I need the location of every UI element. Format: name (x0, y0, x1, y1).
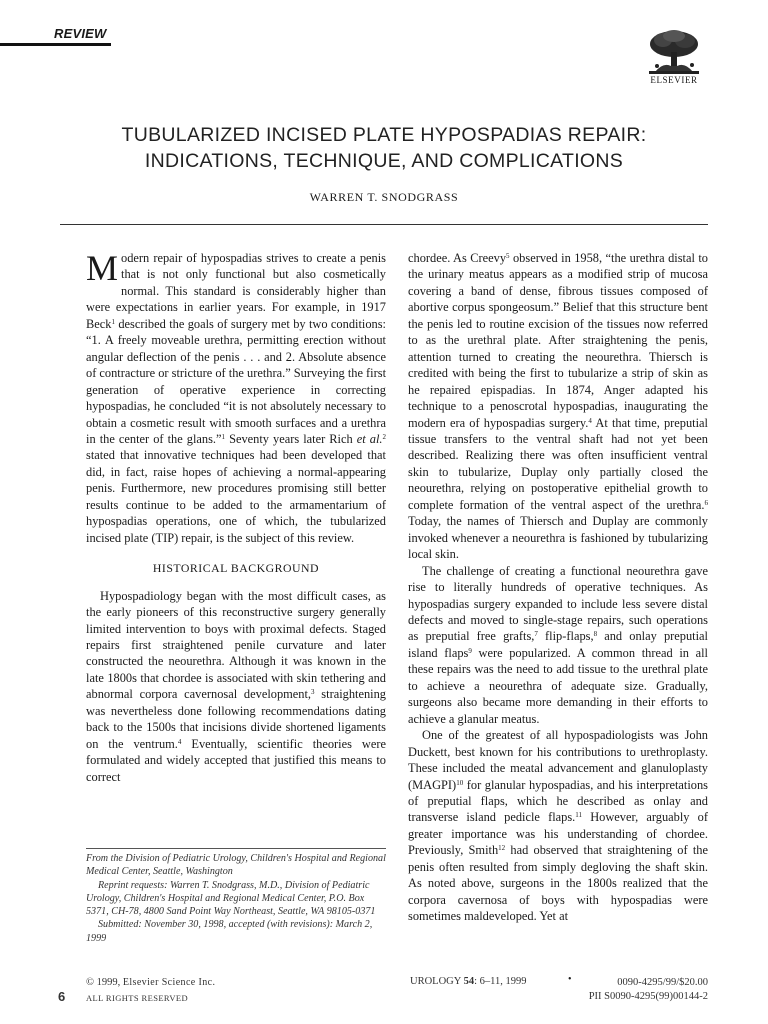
citation: 9 (468, 646, 472, 655)
citation: 2 (382, 432, 386, 441)
title-line-2: INDICATIONS, TECHNIQUE, AND COMPLICATIONS (144, 150, 624, 172)
citation: 1 (221, 432, 226, 441)
footer-identifiers (560, 976, 708, 1004)
rights-notice: ALL RIGHTS RESERVED (86, 993, 188, 1003)
history-paragraph: Hypospadiology began with the most difficult cases, as the early pioneers of this reconstructive surgery generally limited intervention to boys with proximal defects. Staged repairs first straightened penile curvature and later constructed the neourethra. Although it was known in the late 1800s that chordee is associated with skin tethering and abnormal corpora cavernosal development,$^3$ straightening was nevertheless done following recommendations dating back to the 1500s that incisions divide shortened ligaments on the ventrum.$^4$ Eventually, scientific theories were formulated and widely accepted that justified this means to correct (86, 588, 386, 784)
citation: 12 (498, 844, 506, 853)
title-line-1: TUBULARIZED INCISED PLATE HYPOSPADIAS REPAIR: (121, 124, 647, 146)
citation: 3 (311, 688, 315, 697)
reprint-note: Reprint requests: Warren T. Snodgrass, M.D., Division of Pediatric Urology, Children's Hospital and Regional Medical Center, P.O. Box 5371, CH-78, 4800 Sand Point Way Northeast, Seattle, WA 98105-0371 (86, 879, 376, 918)
citation: 4 (588, 416, 592, 425)
citation: 5 (506, 252, 510, 260)
section-heading: HISTORICAL BACKGROUND (152, 561, 320, 576)
right-column (408, 250, 708, 925)
left-column (86, 250, 386, 785)
citation: 6 (704, 498, 708, 507)
intro-paragraph: Modern repair of hypospadias strives to create a penis that is not only functional but also cosmetically normal. This standard is considerably higher than were expectations in earlier years. For example, in 1917 Beck$^1$ described the goals of surgery met by two conditions: “1. A freely moveable urethra, permitting erection without angular deflection of the penis . . . and 2. Absolute absence of contracture or stricture of the urethra.” Surveying the first generation of operative experience in correcting hypospadias, he concluded “it is not absolutely necessary to obtain a cosmetic result with smooth surfaces and a urethra in the center of the glans.”$^1$ Seventy years later Rich et al.$^2$ stated that innovative techniques had been developed that did, in fact, raise hopes of achieving a normal-appearing penis. Furthermore, new procedures promising still better results continue to be added to the armamentarium of hypospadias operations, one of which, the tubularized incised plate (TIP) repair, is the subject of this review. (86, 248, 387, 545)
logo-wordmark: ELSEVIER (650, 75, 698, 85)
publisher-name: Elsevier Science Inc. (122, 977, 216, 988)
citation: 10 (456, 778, 464, 787)
tree-icon (645, 28, 703, 76)
citation: 11 (575, 811, 583, 820)
article-title (60, 122, 708, 174)
citation: 8 (593, 630, 598, 639)
journal-citation: UROLOGY 54: 6–11, 1999 (410, 976, 527, 987)
submission-note: Submitted: November 30, 1998, accepted (with revisions): March 2, 1999 (86, 919, 373, 944)
duckett-paragraph: One of the greatest of all hypospadiologists was John Duckett, best known for his contributions to urethroplasty. These included the meatal advancement and glanuloplasty (MAGPI)$^{10}$ for glanular hypospadias, and his interpretations of preputial flaps, which he described as onlay and transverse island pedicle flaps.$^{11}$ However, arguably of greater importance was his understanding of chordee. Previously, Smith$^{12}$ had observed that straightening of the penis often resulted from simply degloving the shaft skin. As noted above, surgeons in the 1800s realized that the corpora cavernosa of boys with hypospadias were sometimes maldeveloped. Yet at (408, 728, 708, 924)
footer-bullet: • (568, 974, 572, 985)
pii: PII S0090-4295(99)00144-2 (588, 991, 708, 1002)
citation: 7 (534, 630, 538, 639)
citation: 4 (177, 737, 182, 746)
issn: 0090-4295/99/$20.00 (617, 977, 708, 988)
author-byline: WARREN T. SNODGRASS (309, 190, 459, 204)
section-bar (0, 43, 111, 46)
title-rule (60, 224, 708, 225)
page-number: 6 (58, 989, 66, 1004)
elsevier-logo (640, 28, 708, 92)
footer-copyright: © 1999, Elsevier Science Inc. 6 ALL RIGHTS RESERVED (58, 977, 216, 1004)
challenge-paragraph: The challenge of creating a functional neourethra gave rise to literally hundreds of operative techniques. As hypospadias surgery expanded to include less severe distal defects and moved to single-stage repairs, such operations as preputial free grafts,$^7$ flip-flaps,$^8$ and onlay preputial island flaps$^9$ were popularized. A common thread in all these repairs was the need to add tissue to the urethral plate to achieve a neourethra of adequate size. Gradually, surgeons also became more demanding in their efforts to achieve a glanular meatus. (408, 563, 709, 726)
section-label: REVIEW (54, 26, 107, 41)
footnote-rule (86, 848, 386, 849)
chordee-paragraph: chordee. As Creevy$^5$ observed in 1958, “the urethra distal to the urinary meatus appears as a modified strip of mucosa covering a band of dense, fibrous tissues composed of abortive corpus spongeosum.” Belief that this structure bent the penis led to routine excision of the tissues now referred to as the urethral plate. After straightening the penis, attention turned to creating the neourethra. Thiersch is credited with being the first to tubularize a strip of skin as he repaired epispadias. In 1874, Anger adapted his technique to a penoscrotal hypospadias, inaugurating the modern era of hypospadias surgery.$^4$ At that time, preputial tissue transfers to the ventral shaft had not yet been described. Realizing there was often insufficient ventral skin to tubularize, Duplay only partially closed the neourethra, relying on postoperative epithelial growth to complete formation of the ventral aspect of the urethra.$^6$ Today, the names of Thiersch and Duplay are commonly invoked whenever a neourethra is fashioned by tubularizing local skin. (408, 251, 709, 562)
author-footnote (86, 852, 386, 945)
affiliation-note: From the Division of Pediatric Urology, Children's Hospital and Regional Medical Center, Seattle, Washington (86, 853, 386, 878)
citation: 1 (111, 317, 115, 326)
drop-cap: M (86, 248, 119, 288)
